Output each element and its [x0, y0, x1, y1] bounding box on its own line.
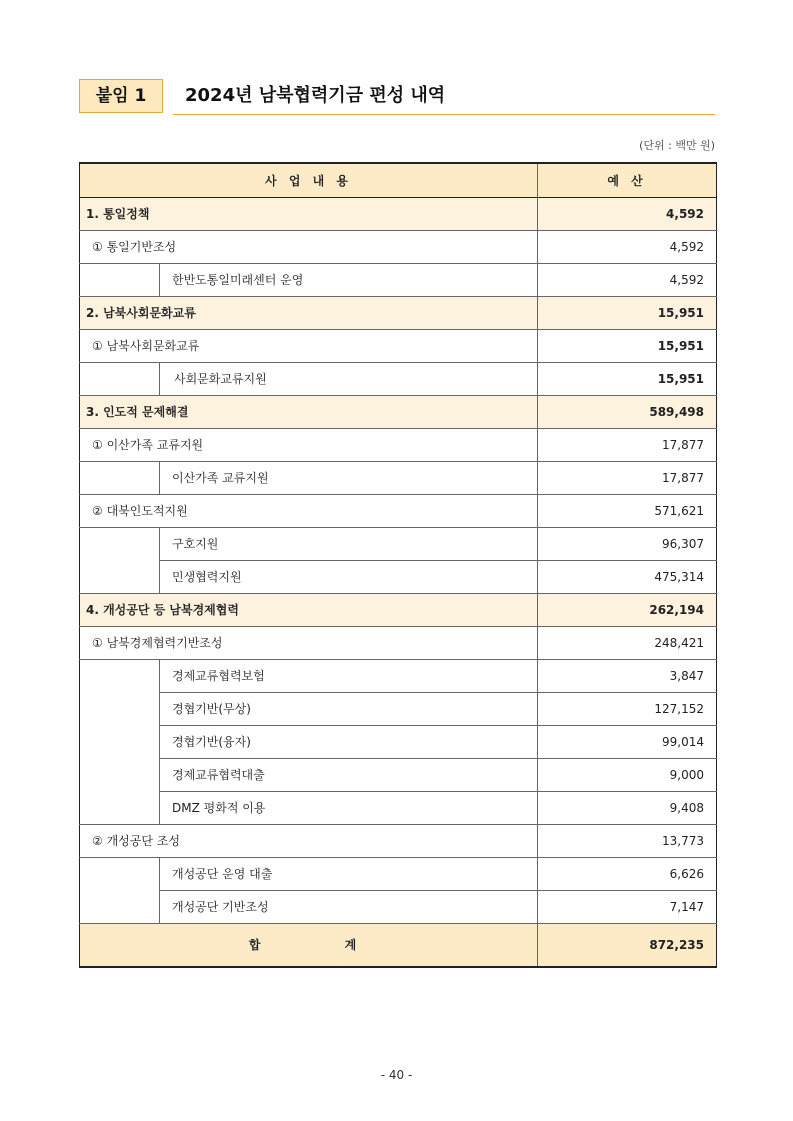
unit-note: (단위 : 백만 원): [639, 139, 715, 152]
subcategory-name: ① 남북경제협력기반조성: [80, 626, 538, 659]
table-row: [80, 230, 717, 263]
page-title: 2024년 남북협력기금 편성 내역: [185, 85, 446, 106]
item-name: 경제교류협력보험: [160, 659, 538, 692]
item-value: 7,147: [538, 890, 717, 923]
category-name: 3. 인도적 문제해결: [80, 395, 538, 428]
table-row: [80, 692, 717, 725]
item-name: 사회문화교류지원: [160, 362, 538, 395]
subcategory-value: 17,877: [538, 428, 717, 461]
table-row: [80, 296, 717, 329]
item-value: 99,014: [538, 725, 717, 758]
subcategory-name: ② 대북인도적지원: [80, 494, 538, 527]
subcategory-value: 248,421: [538, 626, 717, 659]
category-name: 4. 개성공단 등 남북경제협력: [80, 593, 538, 626]
table-row: [80, 494, 717, 527]
table-row: [80, 758, 717, 791]
category-value: 589,498: [538, 395, 717, 428]
item-value: 15,951: [538, 362, 717, 395]
table-row: [80, 659, 717, 692]
subcategory-value: 4,592: [538, 230, 717, 263]
table-row: [80, 395, 717, 428]
table-row: [80, 527, 717, 560]
item-name: 경협기반(무상): [160, 692, 538, 725]
total-row: [80, 923, 717, 967]
table-row: [80, 428, 717, 461]
table-row: [80, 626, 717, 659]
title-underline: [173, 114, 715, 115]
indent-cell: [80, 527, 160, 593]
table-row: [80, 857, 717, 890]
item-name: DMZ 평화적 이용: [160, 791, 538, 824]
total-value: 872,235: [538, 923, 717, 967]
subcategory-name: ① 통일기반조성: [80, 230, 538, 263]
subcategory-value: 15,951: [538, 329, 717, 362]
category-name: 1. 통일정책: [80, 197, 538, 230]
table-row: [80, 560, 717, 593]
table-row: [80, 725, 717, 758]
indent-cell: [80, 362, 160, 395]
subcategory-name: ① 이산가족 교류지원: [80, 428, 538, 461]
title-area: [79, 79, 715, 115]
column-header-budget: 예 산: [538, 163, 717, 197]
subcategory-value: 571,621: [538, 494, 717, 527]
subcategory-value: 13,773: [538, 824, 717, 857]
item-value: 9,000: [538, 758, 717, 791]
category-value: 262,194: [538, 593, 717, 626]
table-header-row: [80, 163, 717, 197]
item-value: 3,847: [538, 659, 717, 692]
table-row: [80, 362, 717, 395]
item-name: 이산가족 교류지원: [160, 461, 538, 494]
item-value: 96,307: [538, 527, 717, 560]
category-value: 4,592: [538, 197, 717, 230]
item-value: 6,626: [538, 857, 717, 890]
subcategory-name: ① 남북사회문화교류: [80, 329, 538, 362]
table-row: [80, 263, 717, 296]
table-row: [80, 890, 717, 923]
item-name: 개성공단 운영 대출: [160, 857, 538, 890]
indent-cell: [80, 263, 160, 296]
table-row: [80, 791, 717, 824]
item-name: 민생협력지원: [160, 560, 538, 593]
table-row: [80, 824, 717, 857]
total-label: 합 계: [80, 923, 538, 967]
table-row: [80, 593, 717, 626]
table-row: [80, 329, 717, 362]
item-name: 경제교류협력대출: [160, 758, 538, 791]
budget-table: [79, 162, 717, 968]
subcategory-name: ② 개성공단 조성: [80, 824, 538, 857]
page-number: - 40 -: [380, 1068, 413, 1082]
item-value: 17,877: [538, 461, 717, 494]
item-value: 127,152: [538, 692, 717, 725]
item-name: 구호지원: [160, 527, 538, 560]
item-value: 475,314: [538, 560, 717, 593]
column-header-project: 사 업 내 용: [80, 163, 538, 197]
item-name: 경협기반(융자): [160, 725, 538, 758]
table-row: [80, 461, 717, 494]
category-name: 2. 남북사회문화교류: [80, 296, 538, 329]
item-name: 한반도통일미래센터 운영: [160, 263, 538, 296]
item-value: 9,408: [538, 791, 717, 824]
indent-cell: [80, 659, 160, 824]
item-name: 개성공단 기반조성: [160, 890, 538, 923]
item-value: 4,592: [538, 263, 717, 296]
attachment-badge: 붙임 1: [79, 79, 163, 113]
indent-cell: [80, 857, 160, 923]
category-value: 15,951: [538, 296, 717, 329]
table-row: [80, 197, 717, 230]
indent-cell: [80, 461, 160, 494]
